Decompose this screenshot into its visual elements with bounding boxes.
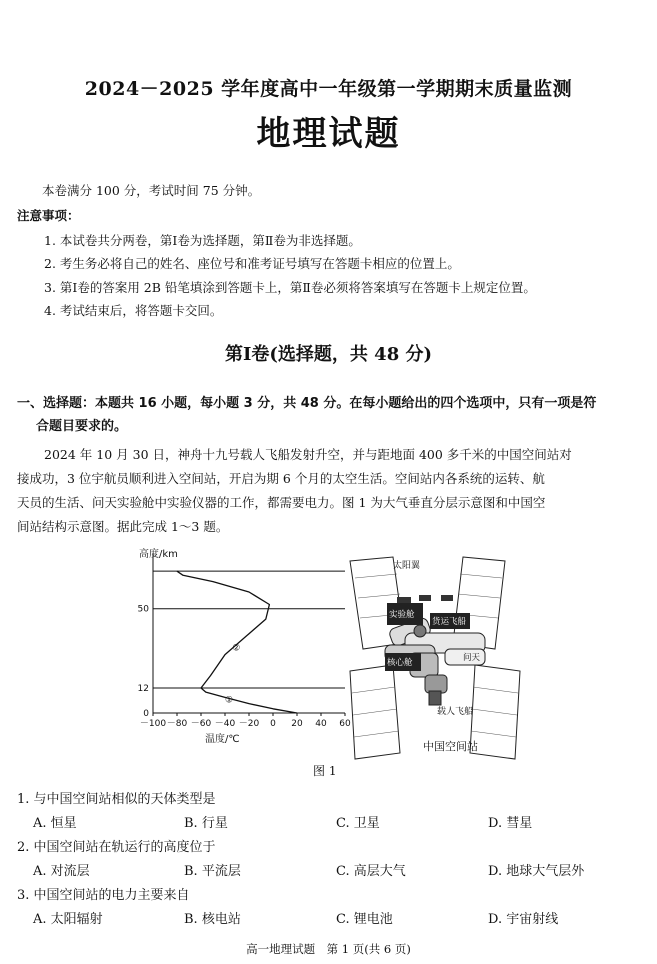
- passage-line: 接成功，3 位宇航员顺利进入空间站，开启为期 6 个月的太空生活。空间站内各系统的运转、航: [17, 471, 545, 486]
- x-tick-label: 60: [339, 719, 351, 729]
- station-label: 载人飞船: [437, 707, 474, 717]
- question-option[interactable]: D. 地球大气层外: [488, 864, 585, 879]
- y-tick-label: 50: [137, 604, 149, 615]
- y-tick-label: 0: [143, 709, 149, 719]
- section-instruction: 合题目要求的。: [36, 419, 128, 434]
- y-tick-label: 12: [137, 683, 149, 694]
- question-option[interactable]: C. 卫星: [336, 816, 380, 831]
- x-tick-label: －60: [190, 719, 212, 729]
- notice-item: 4. 考试结束后，将答题卡交回。: [44, 303, 223, 318]
- question-option[interactable]: B. 平流层: [184, 864, 241, 879]
- subject-title: 地理试题: [256, 114, 401, 154]
- notice-title: 注意事项：: [17, 208, 80, 223]
- station-label: 核心舱: [387, 658, 413, 668]
- question-stem: 2. 中国空间站在轨运行的高度位于: [17, 840, 216, 855]
- exam-intro: 本卷满分 100 分，考试时间 75 分钟。: [42, 183, 261, 198]
- y-axis-label: 高度/km: [139, 549, 178, 560]
- notice-item: 1. 本试卷共分两卷，第Ⅰ卷为选择题，第Ⅱ卷为非选择题。: [44, 233, 361, 248]
- x-tick-label: －80: [166, 719, 188, 729]
- station-title: 中国空间站: [423, 740, 478, 753]
- section-title: 第Ⅰ卷(选择题，共 48 分): [224, 344, 433, 365]
- question-option[interactable]: A. 恒星: [33, 816, 77, 831]
- page-footer: 高一地理试题 第 1 页(共 6 页): [246, 942, 411, 956]
- passage-line: 2024 年 10 月 30 日，神舟十九号载人飞船发射升空，并与距地面 400 多千米的中国空间站对: [44, 447, 572, 462]
- station-label: 太阳翼: [393, 561, 421, 571]
- question-option[interactable]: A. 太阳辐射: [33, 912, 103, 927]
- notice-item: 3. 第Ⅰ卷的答案用 2B 铅笔填涂到答题卡上，第Ⅱ卷必须将答案填写在答题卡上规定位置。: [44, 280, 536, 295]
- passage-line: 间站结构示意图。据此完成 1～3 题。: [17, 519, 229, 534]
- passage-line: 天员的生活、问天实验舱中实验仪器的工作，都需要电力。图 1 为大气垂直分层示意图和中国空: [17, 495, 546, 510]
- station-label: 实验舱: [389, 610, 415, 620]
- question-option[interactable]: B. 行星: [184, 816, 228, 831]
- question-option[interactable]: B. 核电站: [184, 912, 241, 927]
- question-option[interactable]: A. 对流层: [33, 864, 90, 879]
- section-instruction: 一、选择题：本题共 16 小题，每小题 3 分，共 48 分。在每小题给出的四个选项中，只有一项是符: [17, 396, 597, 411]
- figure-caption: 图 1: [313, 764, 337, 778]
- notice-item: 2. 考生务必将自己的姓名、座位号和准考证号填写在答题卡相应的位置上。: [44, 256, 460, 271]
- temperature-curve: [177, 571, 297, 713]
- station-label: 问天: [463, 653, 481, 663]
- station-label: 货运飞船: [432, 617, 467, 627]
- exam-title: 2024－2025 学年度高中一年级第一学期期末质量监测: [84, 78, 573, 100]
- x-tick-label: 20: [291, 719, 303, 729]
- curve-label: ②: [232, 643, 241, 654]
- x-tick-label: －40: [214, 719, 236, 729]
- x-tick-label: －100: [139, 719, 167, 729]
- x-axis-label: 温度/℃: [205, 734, 240, 745]
- question-stem: 1. 与中国空间站相似的天体类型是: [17, 792, 216, 807]
- question-option[interactable]: C. 高层大气: [336, 864, 406, 879]
- question-option[interactable]: C. 锂电池: [336, 912, 393, 927]
- x-tick-label: 0: [270, 719, 276, 729]
- question-option[interactable]: D. 宇宙射线: [488, 912, 559, 927]
- x-tick-label: －20: [238, 719, 260, 729]
- curve-label: ①: [225, 695, 234, 706]
- space-station-diagram: [345, 553, 535, 768]
- question-stem: 3. 中国空间站的电力主要来自: [17, 888, 190, 903]
- atmosphere-chart: [135, 545, 355, 760]
- x-tick-label: 40: [315, 719, 327, 729]
- question-option[interactable]: D. 彗星: [488, 816, 533, 831]
